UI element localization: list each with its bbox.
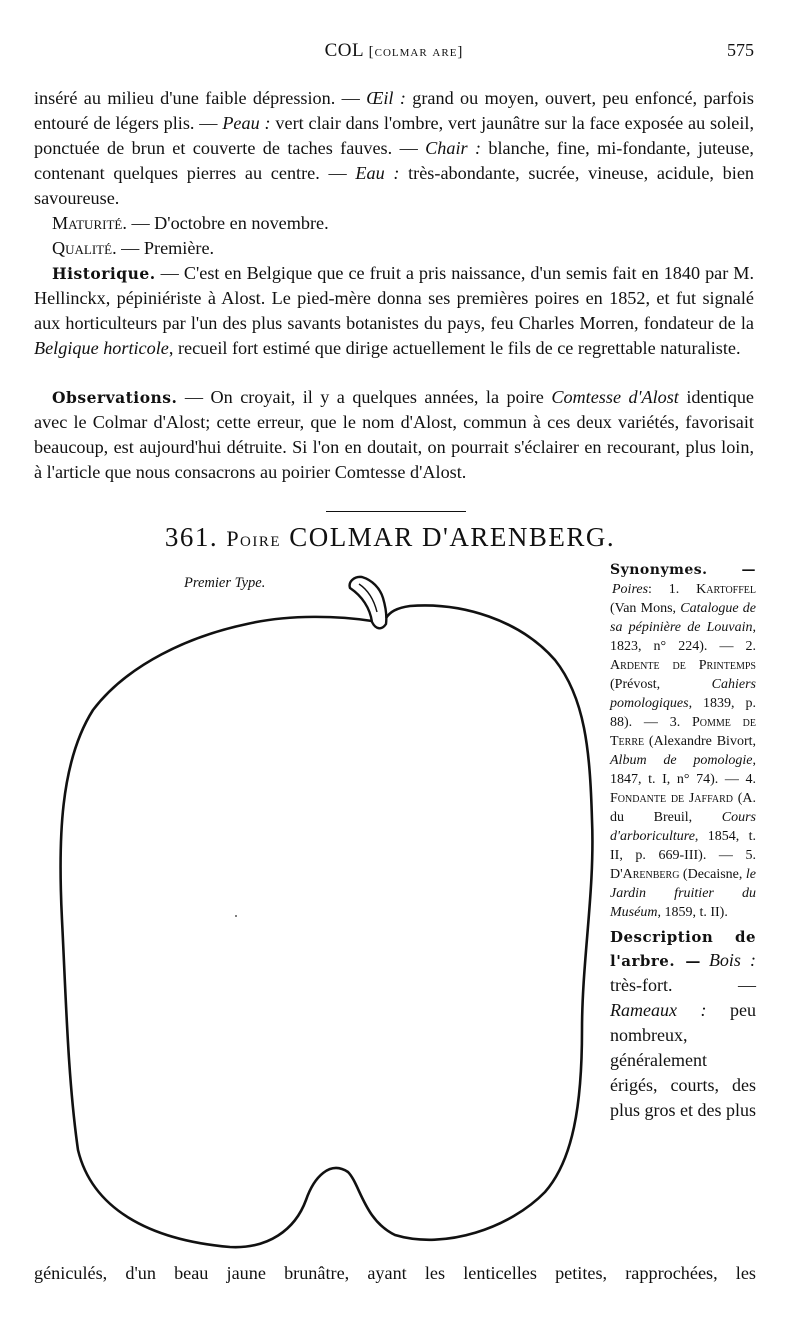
syn-ref-5: , 1859, t. II). [657, 905, 728, 920]
maturite-text: — D'octobre en novembre. [126, 213, 329, 233]
description-label: Description de l'arbre. — [610, 928, 756, 970]
syn-author-3: (Alexandre Bivort, [644, 734, 756, 749]
running-head [34, 40, 754, 68]
syn-name-1: Kartoffel [696, 582, 756, 597]
section-poire: Poire [226, 526, 282, 551]
synonymes-block [610, 561, 756, 922]
syn-name-5: D'Arenberg [610, 867, 680, 882]
text-run: — On croyait, il y a quelques années, la poire [177, 387, 552, 407]
rameaux-text: peu nombreux, généralement érigés, courts, des plus gros et des plus [610, 1000, 756, 1120]
text-run: identique avec le Colmar d'Alost; cette erreur, que le nom d'Alost, commun à ces deux variétés, favorisait beaucoup, est aujourd'hui détruite. Si l'on en doutait, on pourrait s'éclairer en recourant, plus loin, à l'article que nous consacrons au poirier Comtesse d'Alost. [34, 387, 754, 482]
running-head-main: COL [324, 40, 364, 61]
section-divider [326, 511, 466, 512]
term-peau: Peau : [222, 113, 271, 133]
fruit-description-paragraph [34, 86, 754, 211]
term-oeil: Œil : [366, 88, 406, 108]
historique-label: Historique. [52, 264, 156, 283]
syn-ref-4: , 1854, t. II, p. 669-III). — [610, 829, 756, 863]
syn-source-3: Album de pomologie [610, 753, 753, 768]
observations-paragraph [34, 385, 754, 485]
text-run: , recueil fort estimé que dirige actuellement le fils de ce regrettable naturaliste. [168, 338, 741, 358]
term-rameaux: Rameaux : [610, 1000, 707, 1020]
syn-ref-3: , 1847, t. I, n° 74). — [610, 753, 756, 787]
syn-author-2: (Prévost, [610, 677, 712, 692]
syn-num: 5. [745, 848, 756, 863]
syn-ref-1: , 1823, n° 224). [610, 620, 756, 654]
syn-name-4: Fondante de Jaffard [610, 791, 734, 806]
running-head-bracket: [colmar are] [368, 44, 464, 60]
term-bois: Bois : [708, 950, 757, 970]
syn-num: — 2. [707, 639, 757, 654]
synonymes-column [610, 561, 756, 1123]
description-block [610, 928, 756, 1123]
qualite-label: Qualité. [52, 238, 117, 258]
qualite-paragraph [34, 236, 754, 261]
observations-label: Observations. [52, 388, 178, 407]
variety-name: Comtesse d'Alost [551, 387, 679, 407]
syn-source-5: le Jardin fruitier du Muséum [610, 867, 756, 920]
figure-caption: Premier Type. [184, 575, 266, 591]
syn-name-2: Ardente de Printemps [610, 658, 756, 673]
running-head-title [34, 40, 754, 62]
syn-source-1: Catalogue de sa pépinière de Louvain [610, 601, 756, 635]
continued-line: géniculés, d'un beau jaune brunâtre, ayant les lenticelles petites, rapprochées, les [34, 1263, 756, 1283]
syn-num: : 1. [648, 582, 697, 597]
text-run: grand ou moyen, ouvert, peu enfoncé, parfois entouré de légers plis. — [34, 88, 754, 133]
syn-author-4: (A. du Breuil, [610, 791, 756, 825]
pear-outline [60, 605, 592, 1247]
journal-title: Belgique horticole [34, 338, 169, 358]
syn-author-5: (Decaisne, [679, 867, 746, 882]
syn-num: 3. [669, 715, 692, 730]
text-run: blanche, fine, mi-fondante, juteuse, contenant quelques pierres au centre. — [34, 138, 754, 183]
bois-text: très-fort. — [610, 975, 756, 995]
text-run: inséré au milieu d'une faible dépression. — [34, 88, 367, 108]
pear-center-dot [235, 915, 237, 917]
qualite-text: — Première. [116, 238, 215, 258]
syn-author-1: (Van Mons, [610, 601, 681, 616]
page-number: 575 [727, 40, 754, 60]
syn-name-3: Pomme de Terre [610, 715, 757, 749]
syn-ref-2: , 1839, p. 88). — [610, 696, 756, 730]
syn-source-2: Cahiers pomologiques [610, 677, 756, 711]
syn-num: 4. [745, 772, 756, 787]
section-name: COLMAR D'ARENBERG. [289, 522, 616, 552]
historique-paragraph [34, 261, 754, 361]
syn-source-4: Cours d'arboriculture [610, 810, 756, 844]
synonymes-label: Synonymes. — [610, 562, 756, 578]
text-run: très-abondante, sucrée, vineuse, acidule, bien savoureuse. [34, 163, 754, 208]
section-number: 361. [164, 522, 219, 552]
text-run: vert clair dans l'ombre, vert jaunâtre sur la face exposée au soleil, ponctuée de brun et couverte de taches fauves. — [34, 113, 754, 158]
maturite-label: Maturité. [52, 213, 127, 233]
maturite-paragraph [34, 211, 754, 236]
section-heading [140, 522, 640, 553]
term-chair: Chair : [425, 138, 482, 158]
pear-outline-illustration [0, 560, 610, 1260]
text-run: — C'est en Belgique que ce fruit a pris naissance, d'un semis fait en 1840 par M. Hellinckx, pépiniériste à Alost. Le pied-mère donna ses premières poires en 1852, et fut signalé aux horticulteurs par l'un des plus savants botanistes du pays, feu Charles Morren, fondateur de la [34, 263, 754, 333]
syn-poires: Poires [612, 582, 649, 597]
term-eau: Eau : [355, 163, 400, 183]
